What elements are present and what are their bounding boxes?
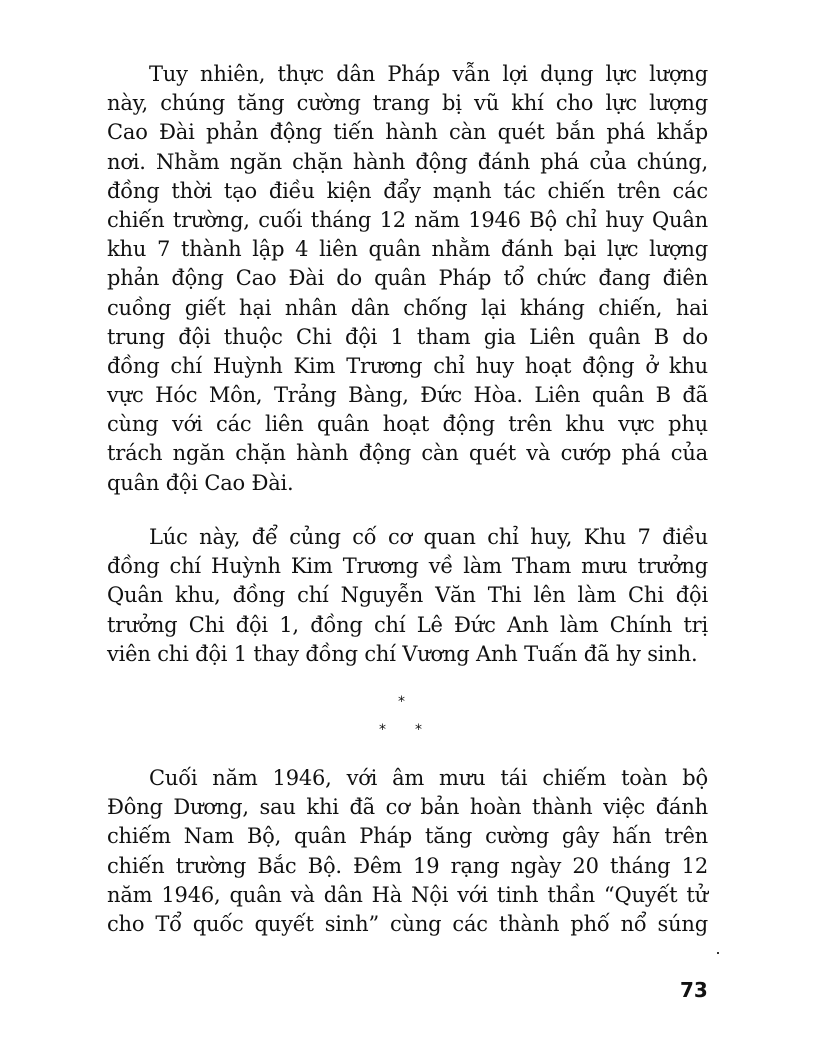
text-line: cho Tổ quốc quyết sinh” cùng các thành phố nổ súng (107, 911, 708, 936)
paragraph-1 (107, 60, 708, 498)
text-line: nơi. Nhằm ngăn chặn hành động đánh phá của chúng, (107, 149, 708, 174)
text-line: chiếm Nam Bộ, quân Pháp tăng cường gây hấn trên (107, 824, 708, 849)
paragraph-3 (107, 764, 708, 939)
section-separator-asterisk: * (398, 694, 405, 710)
text-line: Cuối năm 1946, với âm mưu tái chiếm toàn bộ (149, 766, 708, 790)
text-line: Cao Đài phản động tiến hành càn quét bắn phá khắp (107, 120, 708, 145)
text-line: Lúc này, để củng cố cơ quan chỉ huy, Khu 7 điều (149, 525, 708, 549)
text-line: Đông Dương, sau khi đã cơ bản hoàn thành việc đánh (107, 795, 708, 820)
text-line: trưởng Chi đội 1, đồng chí Lê Đức Anh làm Chính trị (107, 612, 708, 637)
paragraph-2 (107, 523, 708, 669)
text-line: cuồng giết hại nhân dân chống lại kháng chiến, hai (107, 295, 708, 320)
text-line: đồng thời tạo điều kiện đẩy mạnh tác chiến trên các (107, 178, 708, 203)
text-line: quân đội Cao Đài. (107, 470, 294, 495)
text-line: này, chúng tăng cường trang bị vũ khí cho lực lượng (107, 91, 708, 116)
text-line: đồng chí Huỳnh Kim Trương chỉ huy hoạt động ở khu (107, 353, 708, 378)
section-separator-asterisk: * (379, 722, 386, 738)
text-line: trung đội thuộc Chi đội 1 tham gia Liên quân B do (107, 324, 708, 349)
text-line: khu 7 thành lập 4 liên quân nhằm đánh bại lực lượng (107, 237, 708, 262)
text-line: cùng với các liên quân hoạt động trên khu vực phụ (107, 412, 708, 437)
text-line: Quân khu, đồng chí Nguyễn Văn Thi lên làm Chi đội (107, 583, 708, 608)
text-line: năm 1946, quân và dân Hà Nội với tinh thần “Quyết tử (107, 882, 708, 907)
text-line: đồng chí Huỳnh Kim Trương về làm Tham mưu trưởng (107, 554, 708, 579)
section-separator-asterisk: * (415, 722, 422, 738)
text-line: vực Hóc Môn, Trảng Bàng, Đức Hòa. Liên quân B đã (107, 383, 708, 408)
text-line: chiến trường Bắc Bộ. Đêm 19 rạng ngày 20 tháng 12 (107, 853, 708, 878)
text-line: trách ngăn chặn hành động càn quét và cướp phá của (107, 441, 708, 466)
scan-speck (717, 952, 719, 954)
text-line: phản động Cao Đài do quân Pháp tổ chức đang điên (107, 266, 708, 291)
text-line: chiến trường, cuối tháng 12 năm 1946 Bộ chỉ huy Quân (107, 207, 708, 232)
page-number: 73 (680, 978, 708, 1002)
text-line: Tuy nhiên, thực dân Pháp vẫn lợi dụng lực lượng (149, 62, 708, 86)
text-line: viên chi đội 1 thay đồng chí Vương Anh Tuấn đã hy sinh. (107, 641, 698, 666)
